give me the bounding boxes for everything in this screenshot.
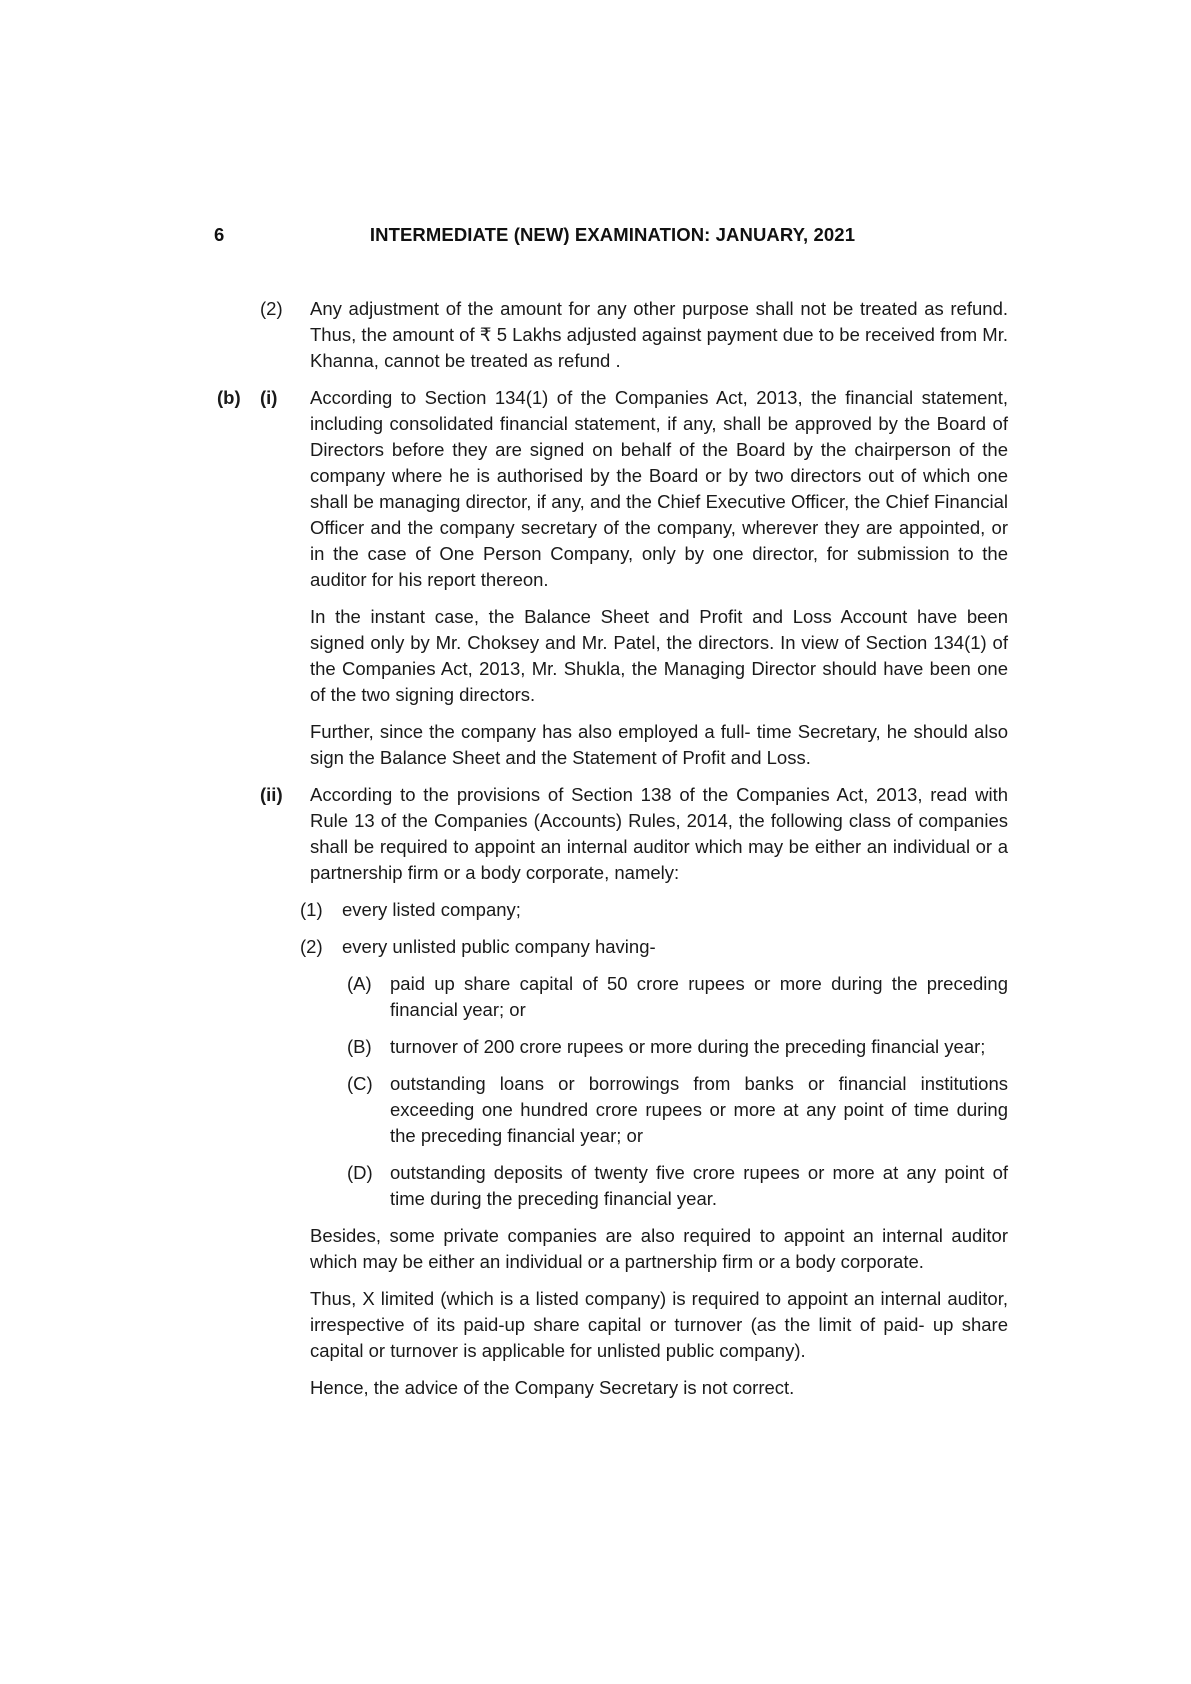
sub-ii-label: (ii) <box>260 784 283 805</box>
list-item-2 <box>300 934 1008 960</box>
paragraph-thus: Thus, X limited (which is a listed company) is required to appoint an internal auditor, irrespective of its paid-up share capital or turnover (as the limit of paid- up share capital or turnover is applicable for unlisted public company). <box>310 1288 1008 1361</box>
sub-ii-intro: According to the provisions of Section 138 of the Companies Act, 2013, read with Rule 13 of the Companies (Accounts) Rules, 2014, the following class of companies shall be required to appoint an internal auditor which may be either an individual or a partnership firm or a body corporate, namely: <box>310 784 1008 883</box>
part-b-label: (b) <box>217 387 241 408</box>
paragraph-besides: Besides, some private companies are also required to appoint an internal auditor which may be either an individual or a partnership firm or a body corporate. <box>310 1225 1008 1272</box>
list-item-2-text: every unlisted public company having- <box>342 936 656 957</box>
answer-item-b-ii <box>260 782 1008 886</box>
sublist-item-D-label: (D) <box>347 1162 373 1183</box>
sub-i-paragraph-3: Further, since the company has also employed a full- time Secretary, he should also sign the Balance Sheet and the Statement of Profit and Loss. <box>310 721 1008 768</box>
list-item-2-label: (2) <box>300 936 323 957</box>
list-item-1-text: every listed company; <box>342 899 521 920</box>
sublist-item-C-label: (C) <box>347 1073 373 1094</box>
sublist-item-C <box>347 1071 1008 1149</box>
sublist-item-A <box>347 971 1008 1023</box>
answer-item-b-i <box>217 385 1008 593</box>
answer-item-2 <box>260 296 1008 374</box>
sub-i-paragraph-2: In the instant case, the Balance Sheet and Profit and Loss Account have been signed only by Mr. Choksey and Mr. Patel, the directors. In view of Section 134(1) of the Companies Act, 2013, Mr. Shukla, the Managing Director should have been one of the two signing directors. <box>310 606 1008 705</box>
sublist-item-A-label: (A) <box>347 973 372 994</box>
sublist-item-B <box>347 1034 1008 1060</box>
sublist-item-B-label: (B) <box>347 1036 372 1057</box>
item-2-text: Any adjustment of the amount for any other purpose shall not be treated as refund. Thus, the amount of ₹ 5 Lakhs adjusted against payment due to be received from Mr. Khanna, cannot be treated as refund . <box>310 298 1008 371</box>
sublist-item-B-text: turnover of 200 crore rupees or more during the preceding financial year; <box>390 1036 986 1057</box>
answer-content <box>217 296 1008 1401</box>
page-header <box>214 222 1008 248</box>
sub-i-label: (i) <box>260 387 278 408</box>
item-2-label: (2) <box>260 298 283 319</box>
paragraph-hence: Hence, the advice of the Company Secretary is not correct. <box>310 1377 795 1398</box>
page-title: INTERMEDIATE (NEW) EXAMINATION: JANUARY, 2021 <box>369 224 856 245</box>
sublist-item-A-text: paid up share capital of 50 crore rupees or more during the preceding financial year; or <box>390 973 1008 1020</box>
sublist-item-D <box>347 1160 1008 1212</box>
page-number: 6 <box>214 224 225 245</box>
sublist-item-D-text: outstanding deposits of twenty five crore rupees or more at any point of time during the preceding financial year. <box>390 1162 1008 1209</box>
sublist-item-C-text: outstanding loans or borrowings from banks or financial institutions exceeding one hundred crore rupees or more at any point of time during the preceding financial year; or <box>390 1073 1008 1146</box>
list-item-1-label: (1) <box>300 899 323 920</box>
sub-i-paragraph-1: According to Section 134(1) of the Companies Act, 2013, the financial statement, including consolidated financial statement, if any, shall be approved by the Board of Directors before they are signed on behalf of the Board by the chairperson of the company where he is authorised by the Board or by two directors out of which one shall be managing director, if any, and the Chief Executive Officer, the Chief Financial Officer and the company secretary of the company, wherever they are appointed, or in the case of One Person Company, only by one director, for submission to the auditor for his report thereon. <box>310 387 1008 590</box>
list-item-1 <box>300 897 1008 923</box>
